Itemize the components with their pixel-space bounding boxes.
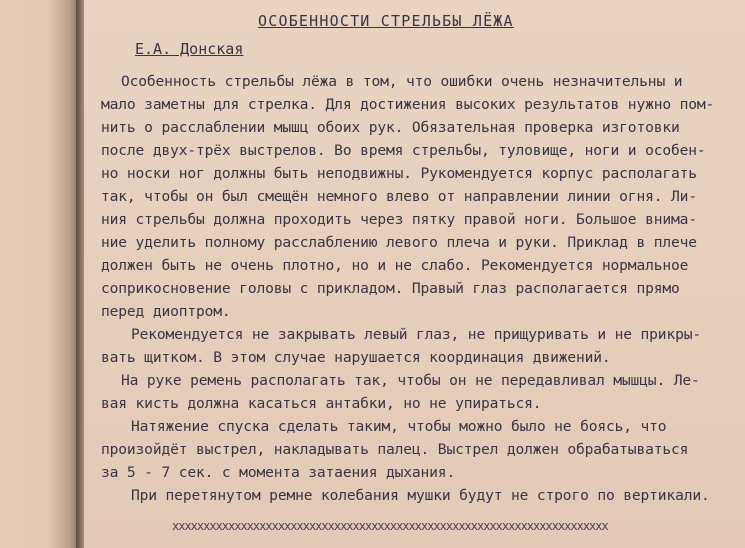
text-line: При перетянутом ремне колебания мушки будут не строго по вертикали. bbox=[131, 487, 710, 504]
text-line: Натяжение спуска сделать таким, чтобы можно было не боясь, что bbox=[131, 418, 667, 435]
author-name: Е.А. Донская bbox=[135, 40, 244, 58]
text-line: но носки ног должны быть неподвижны. Рукомендуется корпус располагать bbox=[101, 165, 697, 182]
text-line: ния стрельбы должна проходить через пятку правой ноги. Большое внима- bbox=[101, 211, 697, 228]
text-line: произойдёт выстрел, накладывать палец. Выстрел должен обрабатываться bbox=[101, 441, 689, 458]
document-title: ОСОБЕННОСТИ СТРЕЛЬБЫ ЛЁЖА bbox=[258, 12, 514, 30]
text-line: ние уделить полному расслаблению левого плеча и руки. Приклад в плече bbox=[101, 234, 697, 251]
text-line: нить о расслаблении мышц обоих рук. Обязательная проверка изготовки bbox=[101, 119, 680, 136]
text-line: вать щитком. В этом случае нарушается координация движений. bbox=[101, 349, 611, 366]
text-line: должен быть не очень плотно, но и не слабо. Рекомендуется нормальное bbox=[101, 257, 689, 274]
binding-shadow bbox=[76, 0, 84, 548]
text-line: На руке ремень располагать так, чтобы он не передавливал мышцы. Ле- bbox=[121, 372, 700, 389]
section-divider: xxxxxxxxxxxxxxxxxxxxxxxxxxxxxxxxxxxxxxxxxxxxxxxxxxxxxxxxxxxxxxxxxxxxxx bbox=[172, 519, 608, 533]
text-line: Рекомендуется не закрывать левый глаз, не прищуривать и не прикры- bbox=[131, 326, 701, 343]
binding-gutter bbox=[0, 0, 80, 548]
text-line: после двух-трёх выстрелов. Во время стрельбы, туловище, ноги и особен- bbox=[101, 142, 706, 159]
text-line: вая кисть должна касаться антабки, но не упираться. bbox=[101, 395, 542, 412]
text-line: перед диоптром. bbox=[101, 303, 231, 320]
text-line: соприкосновение головы с прикладом. Правый глаз располагается прямо bbox=[101, 280, 680, 297]
text-line: мало заметны для стрелка. Для достижения высоких результатов нужно пом- bbox=[101, 96, 715, 113]
text-line: так, чтобы он был смещён немного влево от направлении линии огня. Ли- bbox=[101, 188, 697, 205]
text-line: за 5 - 7 сек. с момента затаения дыхания. bbox=[101, 464, 456, 481]
text-line: Особенность стрельбы лёжа в том, что ошибки очень незначительны и bbox=[121, 73, 683, 90]
